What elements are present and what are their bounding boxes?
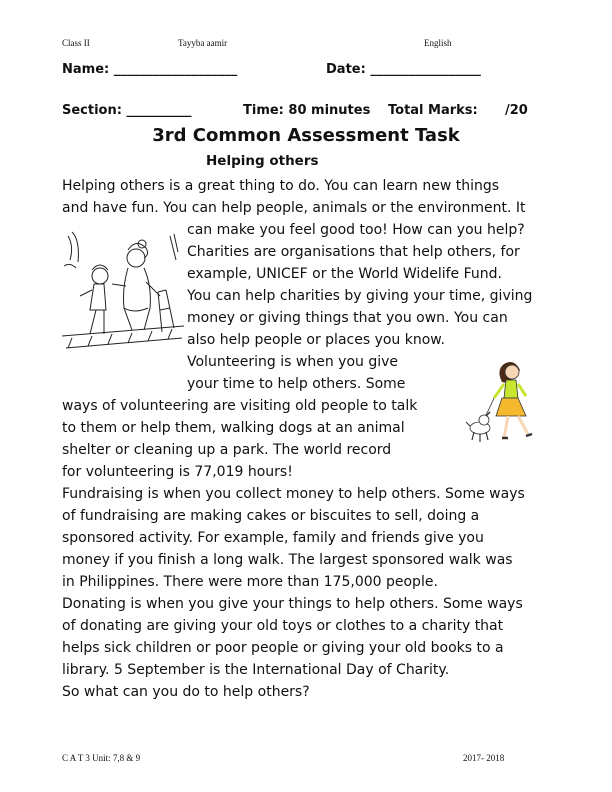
passage-line: money or giving things that you own. You can [187,310,508,326]
passage-line: Fundraising is when you collect money to help others. Some ways [62,486,525,502]
time-label: Time: 80 minutes [243,103,371,118]
passage-line: Donating is when you give your things to help others. Some ways [62,596,523,612]
class-label: Class II [62,38,90,48]
page-title: 3rd Common Assessment Task [152,125,460,146]
passage-line: to them or help them, walking dogs at an animal [62,420,405,436]
passage-line: also help people or places you know. [187,332,445,348]
passage-line: example, UNICEF or the World Widelife Fund. [187,266,502,282]
passage-line: shelter or cleaning up a park. The world record [62,442,392,458]
subject-label: English [424,38,452,48]
date-field[interactable]: Date: _________________ [326,62,481,77]
passage-line: of fundraising are making cakes or biscuites to sell, doing a [62,508,480,524]
passage-line: Helping others is a great thing to do. You can learn new things [62,178,500,194]
passage-line: your time to help others. Some [187,376,406,392]
total-marks-label: Total Marks: [388,103,478,118]
passage-line: Volunteering is when you give [187,354,399,370]
passage-line: in Philippines. There were more than 175,000 people. [62,574,438,590]
passage-line: sponsored activity. For example, family and friends give you [62,530,484,546]
passage-line: Charities are organisations that help others, for [187,244,520,260]
dog-walking-illustration [466,356,558,448]
passage-line: library. 5 September is the International Day of Charity. [62,662,450,678]
helping-elderly-illustration [62,226,184,356]
passage-line: So what can you do to help others? [62,684,310,700]
passage-line: can make you feel good too! How can you help? [187,222,525,238]
passage-line: ways of volunteering are visiting old people to talk [62,398,418,414]
passage-line: helps sick children or poor people or giving your old books to a [62,640,504,656]
total-marks-value: /20 [505,103,528,118]
teacher-name: Tayyba aamir [178,38,228,48]
name-field[interactable]: Name: ___________________ [62,62,238,77]
passage-line: money if you finish a long walk. The largest sponsored walk was [62,552,513,568]
footer-unit: C A T 3 Unit: 7,8 & 9 [62,753,141,763]
section-field[interactable]: Section: __________ [62,103,192,118]
passage-line: You can help charities by giving your time, giving [187,288,533,304]
passage-line: for volunteering is 77,019 hours! [62,464,293,480]
passage-title: Helping others [206,153,319,169]
footer-year: 2017- 2018 [463,753,505,763]
passage-line: and have fun. You can help people, animals or the environment. It [62,200,526,216]
passage-line: of donating are giving your old toys or clothes to a charity that [62,618,504,634]
